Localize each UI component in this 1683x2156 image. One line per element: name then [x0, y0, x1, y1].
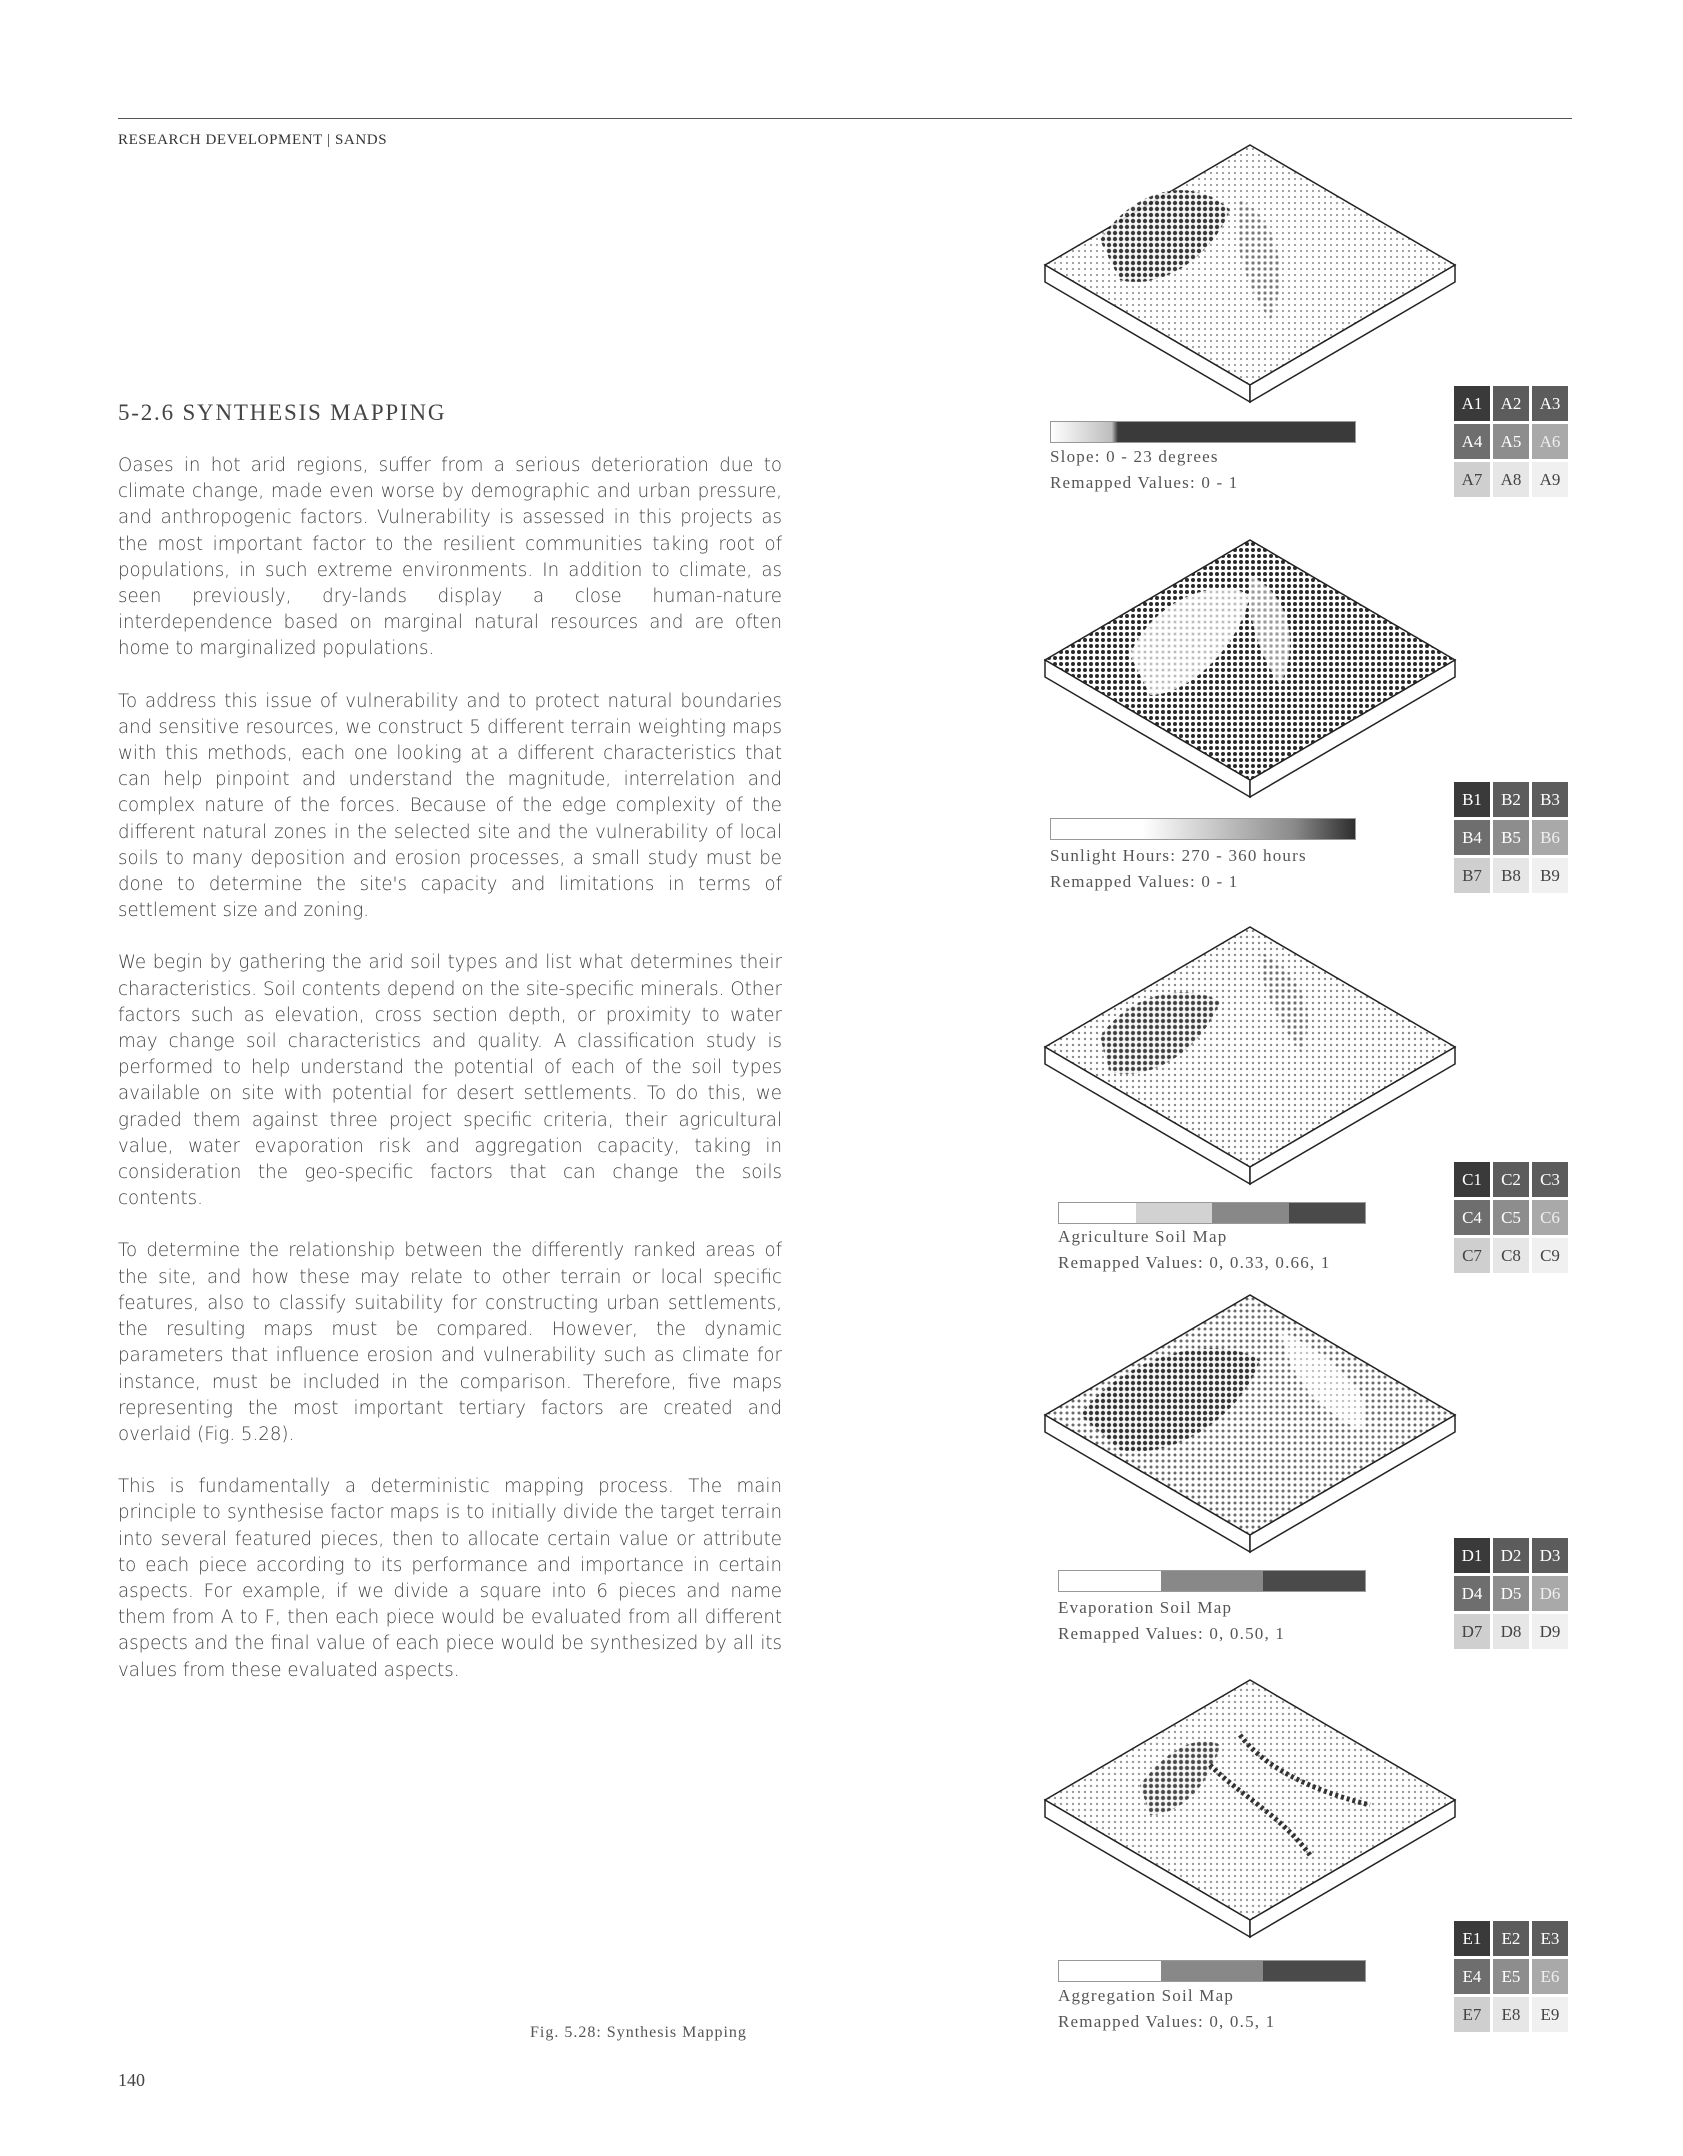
grid-cell: C4	[1454, 1200, 1490, 1235]
cell-grid	[1454, 1538, 1568, 1649]
legend-bar	[1058, 1960, 1366, 1982]
grid-cell: E2	[1493, 1921, 1529, 1956]
legend-swatch	[1136, 1203, 1213, 1223]
legend-swatch	[1263, 1961, 1365, 1981]
legend-text	[1058, 1595, 1285, 1647]
running-header: RESEARCH DEVELOPMENT | SANDS	[118, 132, 388, 148]
grid-cell: C2	[1493, 1162, 1529, 1197]
legend-title: Agriculture Soil Map	[1058, 1227, 1228, 1246]
legend-values: Remapped Values: 0, 0.50, 1	[1058, 1624, 1286, 1643]
legend-values: Remapped Values: 0 - 1	[1050, 872, 1239, 891]
grid-cell: E1	[1454, 1921, 1490, 1956]
cell-grid	[1454, 386, 1568, 497]
grid-cell: C7	[1454, 1238, 1490, 1273]
header-rule	[118, 118, 1572, 119]
grid-cell: B5	[1493, 820, 1529, 855]
grid-cell: B1	[1454, 782, 1490, 817]
body-text	[118, 453, 782, 1710]
legend-swatch	[1059, 1203, 1136, 1223]
legend-bar	[1058, 1570, 1366, 1592]
terrain-map-aggregation	[1040, 1675, 1460, 1995]
legend-text	[1058, 1224, 1331, 1276]
grid-cell: A8	[1493, 462, 1529, 497]
cell-grid	[1454, 1162, 1568, 1273]
grid-cell: D8	[1493, 1614, 1529, 1649]
cell-grid	[1454, 782, 1568, 893]
section-title: 5-2.6 SYNTHESIS MAPPING	[118, 400, 447, 425]
grid-cell: A1	[1454, 386, 1490, 421]
legend-title: Slope: 0 - 23 degrees	[1050, 447, 1219, 466]
legend-swatch	[1161, 1961, 1263, 1981]
grid-cell: D9	[1532, 1614, 1568, 1649]
grid-cell: C6	[1532, 1200, 1568, 1235]
terrain-map-sunlight	[1040, 535, 1460, 855]
legend-text	[1058, 1983, 1275, 2035]
legend-title: Aggregation Soil Map	[1058, 1986, 1235, 2005]
legend-title: Evaporation Soil Map	[1058, 1598, 1233, 1617]
legend-values: Remapped Values: 0, 0.5, 1	[1058, 2012, 1276, 2031]
grid-cell: A3	[1532, 386, 1568, 421]
grid-cell: C3	[1532, 1162, 1568, 1197]
legend-swatch	[1212, 1203, 1289, 1223]
legend-swatch	[1263, 1571, 1365, 1591]
grid-cell: A9	[1532, 462, 1568, 497]
legend-values: Remapped Values: 0 - 1	[1050, 473, 1239, 492]
grid-cell: C5	[1493, 1200, 1529, 1235]
legend-text	[1050, 444, 1239, 496]
grid-cell: A6	[1532, 424, 1568, 459]
grid-cell: A7	[1454, 462, 1490, 497]
grid-cell: D3	[1532, 1538, 1568, 1573]
grid-cell: A4	[1454, 424, 1490, 459]
terrain-map-slope	[1040, 140, 1460, 460]
grid-cell: E4	[1454, 1959, 1490, 1994]
grid-cell: B6	[1532, 820, 1568, 855]
grid-cell: D5	[1493, 1576, 1529, 1611]
figure-caption: Fig. 5.28: Synthesis Mapping	[530, 2024, 747, 2041]
paragraph: We begin by gathering the arid soil types and list what determines their characteristics. Soil contents depend on the site-specific minerals. Other factors such as elevation, cross section depth, or proximity to water may change soil characteristics and quality. A classification study is performed to help understand the potential of each of the soil types available on site with potential for desert settlements. To do this, we graded them against three project specific criteria, their agricultural value, water evaporation risk and aggregation capacity, taking in consideration the geo-specific factors that can change the soils contents.	[118, 952, 782, 1210]
grid-cell: B4	[1454, 820, 1490, 855]
grid-cell: B2	[1493, 782, 1529, 817]
grid-cell: E6	[1532, 1959, 1568, 1994]
legend-swatch	[1161, 1571, 1263, 1591]
cell-grid	[1454, 1921, 1568, 2032]
paragraph: This is fundamentally a deterministic mapping process. The main principle to synthesise factor maps is to initially divide the target terrain into several featured pieces, then to allocate certain value or attribute to each piece according to its performance and importance in certain aspects. For example, if we divide a square into 6 pieces and name them from A to F, then each piece would be evaluated from all different aspects and the final value of each piece would be synthesized by all its values from these evaluated aspects.	[118, 1476, 782, 1681]
legend-swatch	[1289, 1203, 1366, 1223]
grid-cell: E7	[1454, 1997, 1490, 2032]
grid-cell: B7	[1454, 858, 1490, 893]
legend-text	[1050, 843, 1307, 895]
grid-cell: C9	[1532, 1238, 1568, 1273]
grid-cell: D1	[1454, 1538, 1490, 1573]
legend-bar	[1050, 421, 1356, 443]
grid-cell: A2	[1493, 386, 1529, 421]
grid-cell: B9	[1532, 858, 1568, 893]
grid-cell: E5	[1493, 1959, 1529, 1994]
grid-cell: A5	[1493, 424, 1529, 459]
grid-cell: C8	[1493, 1238, 1529, 1273]
legend-title: Sunlight Hours: 270 - 360 hours	[1050, 846, 1307, 865]
paragraph: To determine the relationship between the differently ranked areas of the site, and how these may relate to other terrain or local specific features, also to classify suitability for constructing urban settlements, the resulting maps must be compared. However, the dynamic parameters that influence erosion and vulnerability such as climate for instance, must be included in the comparison. Therefore, five maps representing the most important tertiary factors are created and overlaid (Fig. 5.28).	[118, 1240, 782, 1445]
grid-cell: D7	[1454, 1614, 1490, 1649]
legend-values: Remapped Values: 0, 0.33, 0.66, 1	[1058, 1253, 1331, 1272]
legend-swatch	[1059, 1961, 1161, 1981]
grid-cell: E9	[1532, 1997, 1568, 2032]
terrain-map-evaporation	[1040, 1290, 1460, 1610]
grid-cell: B3	[1532, 782, 1568, 817]
terrain-map-agriculture	[1040, 922, 1460, 1242]
grid-cell: B8	[1493, 858, 1529, 893]
grid-cell: D6	[1532, 1576, 1568, 1611]
paragraph: Oases in hot arid regions, suffer from a serious deterioration due to climate change, made even worse by demographic and urban pressure, and anthropogenic factors. Vulnerability is assessed in this projects as the most important factor to the resilient communities taking root of populations, in such extreme environments. In addition to climate, as seen previously, dry-lands display a close human-nature interdependence based on marginal natural resources and are often home to marginalized populations.	[118, 455, 782, 660]
grid-cell: E8	[1493, 1997, 1529, 2032]
grid-cell: D4	[1454, 1576, 1490, 1611]
page-number: 140	[118, 2070, 145, 2090]
grid-cell: C1	[1454, 1162, 1490, 1197]
legend-swatch	[1059, 1571, 1161, 1591]
paragraph: To address this issue of vulnerability and to protect natural boundaries and sensitive resources, we construct 5 different terrain weighting maps with this methods, each one looking at a different characteristics that can help pinpoint and understand the magnitude, interrelation and complex nature of the forces. Because of the edge complexity of the different natural zones in the selected site and the vulnerability of local soils to many deposition and erosion processes, a small study must be done to determine the site's capacity and limitations in terms of settlement size and zoning.	[118, 690, 782, 922]
legend-bar	[1050, 818, 1356, 840]
legend-bar	[1058, 1202, 1366, 1224]
grid-cell: D2	[1493, 1538, 1529, 1573]
grid-cell: E3	[1532, 1921, 1568, 1956]
